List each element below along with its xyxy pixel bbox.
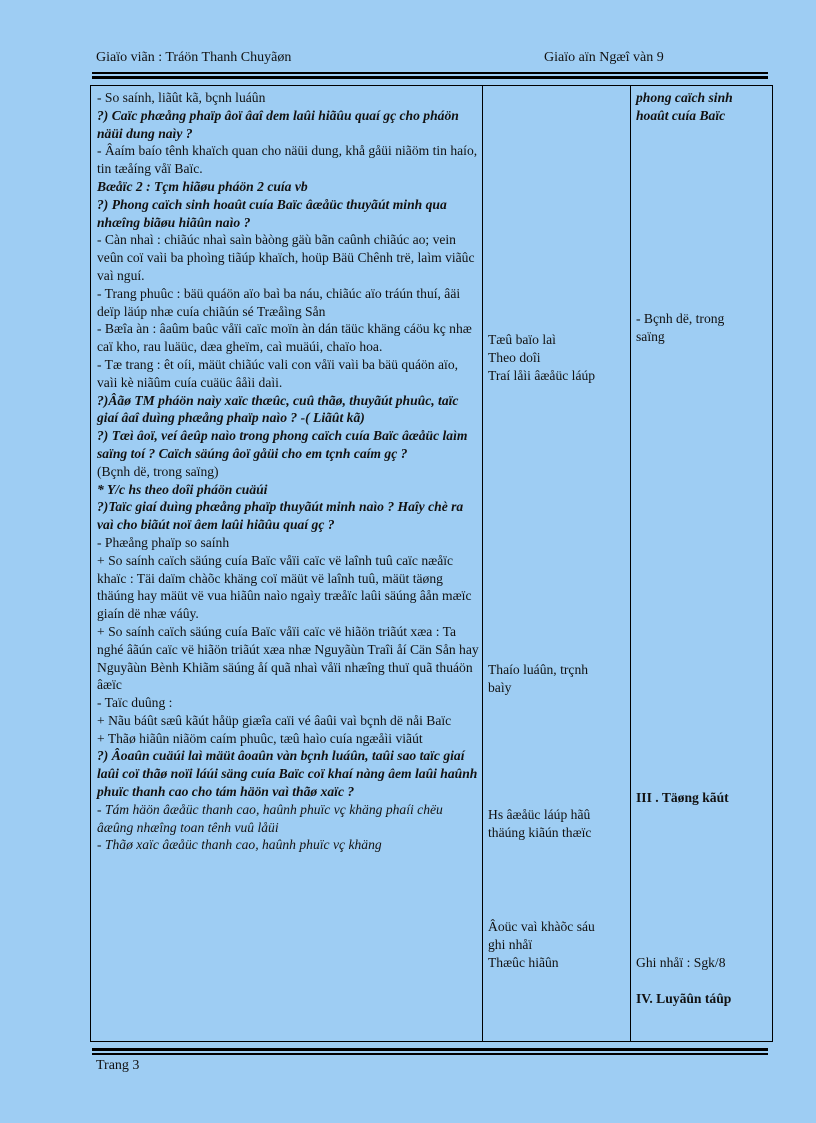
content-paragraph: ?)Âãø TM pháön naìy xaïc thæûc, cuû thãø, thuyãút phuûc, taïc giaí âaî duìng phæång phaïp naìo ? -( Liãût kã) (97, 392, 459, 426)
content-paragraph: - Tæ trang : êt oíi, mäüt chiãúc vali con våïi vaìi ba bäü quáön aïo, vaìi kè niãûm cuía cuäüc âåìi daìi. (97, 356, 459, 390)
activity-line: Tæû baïo laì (488, 332, 556, 347)
activity-line: Thaío luáûn, trçnh (488, 662, 589, 677)
content-line: hoaût cuía Baïc (636, 108, 726, 123)
footer-rule-thick (92, 1048, 768, 1051)
content-paragraph: ?) Caïc phæång phaïp âoï âaî dem laûi hiãûu quaí gç cho pháön näüi dung naìy ? (97, 107, 459, 141)
content-line: phong caïch sinh (636, 90, 733, 105)
activity-line: Theo doîi (488, 350, 541, 365)
activity-line: Âoüc vaì khàõc sáu (488, 919, 595, 934)
activity-line: ghi nhåï (488, 937, 533, 952)
content-line: Ghi nhåï : Sgk/8 (636, 955, 726, 970)
column-divider (482, 86, 483, 1041)
activity-line: Hs âæåüc láúp hãû (488, 807, 591, 822)
page-header (96, 50, 768, 70)
content-paragraph: ?) Âoaûn cuäúi laì mäüt âoaûn vàn bçnh luáûn, taûi sao taïc giaí laûi coï thãø noïi láúi säng cuía Baïc coï khaí nàng âem laûi haûnh phuïc thanh cao cho tám häön vaì thãø xaïc ? (97, 748, 478, 800)
content-paragraph: + So saính caïch säúng cuía Baïc våïi caïc vë hiãön triãút xæa : Ta nghé âãún caïc vë hiãön triãút xæa nhæ Nguyãùn Traîi åí Cän Sån hay Nguyãùn Bènh Khiãm säúng åí quã nhaì våïi nhæîng thuï quã thuáön âæïc (97, 623, 479, 693)
content-paragraph: + Nãu báût sæû kãút håüp giæîa caïi vé âaûi vaì bçnh dë nåi Baïc (97, 712, 452, 728)
lesson-table (90, 85, 773, 1042)
content-paragraph: - Taïc duûng : (97, 695, 173, 711)
author-label: Giaïo viãn : Tráön Thanh Chuyãøn (96, 50, 292, 65)
header-rule-thick (92, 76, 768, 79)
content-paragraph: - Thãø xaïc âæåüc thanh cao, haûnh phuïc vç khäng (97, 837, 382, 853)
content-paragraph: - Tám häön âæåüc thanh cao, haûnh phuïc vç khäng phaíi chëu âæûng nhæîng toan tênh vuû låüi (97, 801, 443, 835)
content-paragraph: - Phæång phaïp so saính (97, 534, 230, 550)
content-line: IV. Luyãûn táûp (636, 991, 732, 1006)
content-paragraph: ?) Tæì âoï, veí âeûp naìo trong phong caïch cuía Baïc âæåüc laìm saïng toí ? Caïch säúng âoï gåüi cho em tçnh caím gç ? (97, 428, 468, 461)
content-paragraph: * Y/c hs theo doîi pháön cuäúi (97, 481, 268, 497)
teacher-activity-column (97, 89, 479, 854)
content-paragraph: ?) Phong caïch sinh hoaût cuía Baïc âæåüc thuyãút minh qua nhæîng biãøu hiãûn naìo ? (97, 196, 447, 230)
subject-label: Giaïo aïn Ngæî vàn 9 (544, 50, 664, 65)
content-paragraph: (Bçnh dë, trong saïng) (97, 463, 219, 479)
content-paragraph: - Âaím baío tênh khaïch quan cho näüi dung, khå gåüi niãöm tin haío, tin tæåíng våï Baïc. (97, 143, 478, 177)
activity-line: baìy (488, 680, 512, 695)
header-rule-thin (92, 72, 768, 74)
content-paragraph: - Càn nhaì : chiãúc nhaì saìn bàòng gäù bãn caûnh chiãúc ao; vein veûn coï vaìi ba phoìng tiãúp khaïch, hoüp Bäü Chênh trë, laìm viãûc vaì nguí. (97, 232, 475, 283)
footer-rule-thin (92, 1053, 768, 1055)
content-paragraph: ?)Taïc giaí duìng phæång phaïp thuyãút minh naìo ? Haîy chè ra vaì cho biãút noï âem laûi hiãûu quaí gç ? (97, 499, 464, 533)
content-paragraph: Bæåïc 2 : Tçm hiãøu pháön 2 cuía vb (97, 178, 308, 194)
content-line: saïng (636, 329, 665, 344)
content-line: - Bçnh dë, trong (636, 311, 725, 326)
activity-line: Thæûc hiãûn (488, 955, 559, 970)
activity-line: Traí låìi âæåüc láúp (488, 368, 596, 383)
content-paragraph: - So saính, liãût kã, bçnh luáûn (97, 90, 266, 105)
page-number: Trang 3 (96, 1058, 140, 1073)
content-paragraph: - Bæîa àn : âaûm baûc våïi caïc moïn àn dán täüc khäng cáöu kç nhæ caï kho, rau luäüc, dæa gheïm, caì muäúi, chaïo hoa. (97, 321, 472, 355)
content-line: III . Täøng kãút (636, 790, 729, 805)
activity-line: thäúng kiãún thæïc (488, 825, 592, 840)
content-paragraph: + So saính caïch säúng cuía Baïc våïi caïc vë laînh tuû caïc næåïc khaïc : Täi daïm chàõc khäng coï mäüt vë laînh tuû, mäüt täøng thäúng hay mäüt vë vua hiãûn naìo ngaìy træåïc laûi säúng âån mæïc giaín dë nhæ váûy. (97, 552, 472, 622)
column-divider (630, 86, 631, 1041)
content-paragraph: + Thãø hiãûn niãöm caím phuûc, tæû haìo cuía ngæåìi viãút (97, 730, 423, 746)
content-paragraph: - Trang phuûc : bäü quáön aïo baì ba náu, chiãúc aïo tráún thuí, âäi deïp läúp nhæ cuía chiãún sé Træåìng Sån (97, 285, 461, 319)
